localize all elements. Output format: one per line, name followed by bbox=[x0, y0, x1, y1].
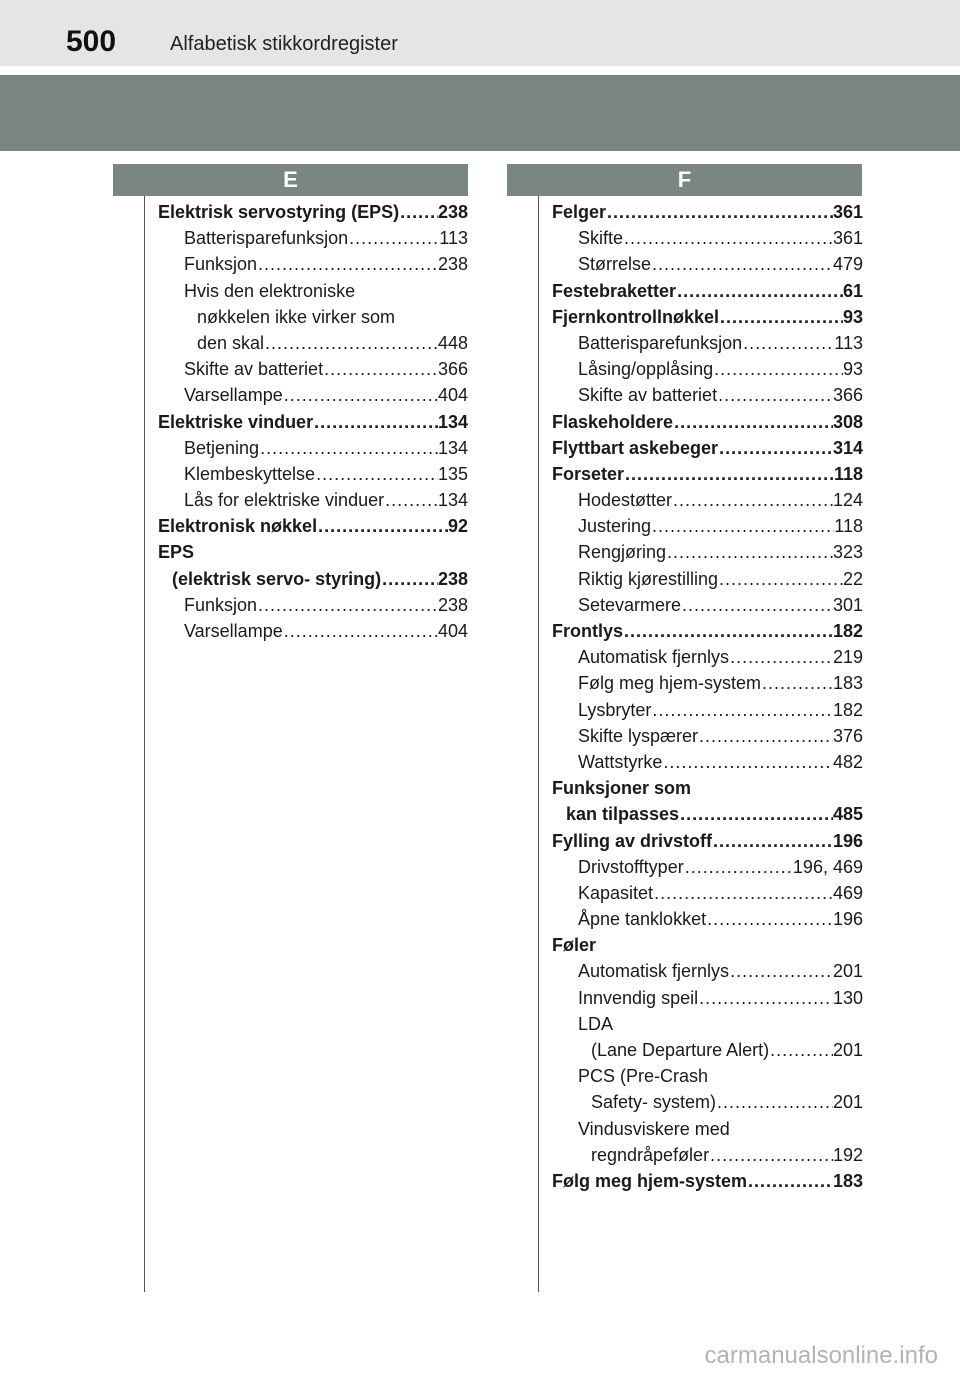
index-term: Elektriske vinduer bbox=[158, 411, 314, 432]
page-reference: 196, 469 bbox=[792, 856, 863, 877]
index-entry bbox=[552, 409, 863, 435]
page-reference: 113 bbox=[439, 228, 468, 249]
index-term: Drivstofftyper bbox=[578, 856, 684, 877]
index-term: Batterisparefunksjon bbox=[184, 228, 349, 249]
index-term: Kapasitet bbox=[578, 882, 654, 903]
page-reference: 134 bbox=[437, 437, 468, 458]
dot-leader bbox=[673, 409, 833, 435]
index-term: LDA bbox=[578, 1013, 614, 1034]
page-title: Alfabetisk stikkordregister bbox=[170, 33, 398, 55]
index-term: Funksjon bbox=[184, 254, 258, 275]
index-term: PCS (Pre-Crash bbox=[578, 1066, 709, 1087]
index-term: Vindusviskere med bbox=[578, 1118, 730, 1139]
page-reference: 376 bbox=[832, 725, 863, 746]
index-term: Følg meg hjem-system bbox=[578, 673, 762, 694]
dot-leader bbox=[713, 356, 843, 382]
dot-leader bbox=[681, 592, 833, 618]
index-term: Funksjon bbox=[184, 594, 258, 615]
page-reference: 183 bbox=[832, 1170, 863, 1191]
page-reference: 113 bbox=[834, 332, 863, 353]
dot-leader bbox=[666, 539, 833, 565]
index-term: Fylling av drivstoff bbox=[552, 830, 713, 851]
dot-leader bbox=[719, 304, 843, 330]
page-reference: 238 bbox=[437, 594, 468, 615]
index-entry bbox=[552, 251, 863, 277]
watermark: carmanualsonline.info bbox=[704, 1342, 938, 1369]
index-entry bbox=[552, 985, 863, 1011]
index-term: Felger bbox=[552, 202, 607, 222]
index-term: Rengjøring bbox=[578, 542, 667, 563]
index-entry bbox=[552, 278, 863, 304]
index-entry bbox=[552, 199, 863, 225]
index-entry bbox=[158, 251, 468, 277]
dot-leader bbox=[729, 644, 833, 670]
index-entry bbox=[552, 1037, 863, 1063]
index-term: Betjening bbox=[184, 437, 260, 458]
index-term: Elektrisk servostyring (EPS) bbox=[158, 202, 400, 222]
page-reference: 469 bbox=[832, 882, 863, 903]
page-reference: 182 bbox=[832, 699, 863, 720]
dot-leader bbox=[317, 513, 448, 539]
page-reference: 192 bbox=[832, 1144, 863, 1165]
page-reference: 404 bbox=[437, 385, 468, 406]
index-entry bbox=[552, 1168, 863, 1194]
index-entry bbox=[552, 670, 863, 696]
dot-leader bbox=[729, 958, 833, 984]
index-entry bbox=[552, 539, 863, 565]
dot-leader bbox=[606, 199, 833, 225]
index-entry bbox=[552, 487, 863, 513]
dot-leader bbox=[259, 435, 438, 461]
index-entry bbox=[158, 409, 468, 435]
index-term: Hvis den elektroniske bbox=[184, 280, 356, 301]
dot-leader bbox=[257, 251, 438, 277]
index-entry bbox=[158, 513, 468, 539]
dot-leader bbox=[283, 382, 438, 408]
index-entry bbox=[158, 487, 468, 513]
index-entry bbox=[552, 1011, 863, 1037]
index-entry bbox=[552, 723, 863, 749]
index-term: Hodestøtter bbox=[578, 490, 673, 511]
index-entry bbox=[158, 356, 468, 382]
index-entry bbox=[158, 461, 468, 487]
page-reference: 366 bbox=[437, 359, 468, 380]
page-reference: 182 bbox=[832, 621, 863, 641]
page-reference: 201 bbox=[832, 1040, 863, 1060]
index-term: Flaskeholdere bbox=[552, 411, 674, 432]
index-term: Forseter bbox=[552, 463, 625, 484]
page-reference: 323 bbox=[832, 542, 863, 563]
index-entry bbox=[552, 644, 863, 670]
index-entry bbox=[552, 330, 863, 356]
page-reference: 22 bbox=[842, 568, 863, 589]
index-entry bbox=[158, 592, 468, 618]
dot-leader bbox=[651, 251, 833, 277]
index-term: Automatisk fjernlys bbox=[578, 647, 730, 668]
dot-leader bbox=[717, 382, 833, 408]
index-term: Varsellampe bbox=[184, 621, 283, 641]
index-term: Funksjoner som bbox=[552, 778, 692, 799]
page-reference: 118 bbox=[834, 516, 863, 537]
index-entry bbox=[552, 958, 863, 984]
dot-leader bbox=[742, 330, 834, 356]
page-reference: 61 bbox=[842, 280, 863, 301]
index-term: Flyttbart askebeger bbox=[552, 437, 719, 458]
page-reference: 361 bbox=[832, 228, 863, 249]
page-reference: 124 bbox=[832, 490, 863, 511]
page-reference: 134 bbox=[437, 490, 468, 511]
page-reference: 238 bbox=[437, 568, 468, 589]
index-entry bbox=[158, 435, 468, 461]
index-term: Følg meg hjem-system bbox=[552, 1170, 748, 1191]
page-reference: 479 bbox=[832, 254, 863, 275]
dot-leader bbox=[283, 618, 438, 644]
page-reference: 134 bbox=[437, 411, 468, 432]
index-entry bbox=[552, 592, 863, 618]
index-term: Størrelse bbox=[578, 254, 652, 275]
dot-leader bbox=[672, 487, 833, 513]
index-term: Skifte av batteriet bbox=[184, 359, 324, 380]
index-term: Låsing/opplåsing bbox=[578, 359, 714, 380]
page-reference: 219 bbox=[832, 647, 863, 668]
page-reference: 485 bbox=[832, 804, 863, 825]
page-reference: 314 bbox=[832, 437, 863, 458]
index-term: Skifte lyspærer bbox=[578, 725, 699, 746]
index-entry bbox=[552, 566, 863, 592]
page-reference: 301 bbox=[832, 594, 863, 615]
index-entry bbox=[552, 1089, 863, 1115]
index-entry bbox=[552, 828, 863, 854]
dot-leader bbox=[698, 985, 833, 1011]
dot-leader bbox=[348, 225, 439, 251]
dot-leader bbox=[381, 566, 438, 592]
index-entry bbox=[158, 278, 468, 304]
index-term: Safety- system) bbox=[591, 1092, 717, 1113]
index-entry bbox=[158, 539, 468, 565]
page-reference: 201 bbox=[832, 961, 863, 982]
index-entry bbox=[552, 1116, 863, 1142]
dot-leader bbox=[651, 697, 833, 723]
index-term: Riktig kjørestilling bbox=[578, 568, 719, 589]
page-reference: 238 bbox=[437, 202, 468, 222]
dot-leader bbox=[264, 330, 438, 356]
index-term: Fjernkontrollnøkkel bbox=[552, 306, 720, 327]
dot-leader bbox=[623, 618, 833, 644]
dot-leader bbox=[718, 566, 843, 592]
index-term: Føler bbox=[552, 935, 597, 956]
index-term: Wattstyrke bbox=[578, 751, 663, 772]
index-entry bbox=[552, 225, 863, 251]
index-entry bbox=[552, 304, 863, 330]
index-entry bbox=[552, 880, 863, 906]
index-term: Lysbryter bbox=[578, 699, 652, 720]
index-entry bbox=[552, 435, 863, 461]
dot-leader bbox=[698, 723, 833, 749]
dot-leader bbox=[313, 409, 438, 435]
index-term: Automatisk fjernlys bbox=[578, 961, 730, 982]
dot-leader bbox=[315, 461, 438, 487]
page-reference: 238 bbox=[437, 254, 468, 275]
dot-leader bbox=[709, 1142, 833, 1168]
index-term: Elektronisk nøkkel bbox=[158, 516, 318, 537]
index-term: Frontlys bbox=[552, 621, 624, 641]
dot-leader bbox=[676, 278, 843, 304]
index-term: Innvendig speil bbox=[578, 987, 699, 1008]
dot-leader bbox=[662, 749, 833, 775]
index-entry bbox=[552, 356, 863, 382]
index-entry bbox=[552, 1142, 863, 1168]
index-entry bbox=[552, 1063, 863, 1089]
index-entry bbox=[158, 225, 468, 251]
page-reference: 308 bbox=[832, 411, 863, 432]
dot-leader bbox=[718, 435, 833, 461]
section-header-e: E bbox=[113, 164, 468, 196]
dot-leader bbox=[384, 487, 438, 513]
dot-leader bbox=[769, 1037, 833, 1063]
index-term: Batterisparefunksjon bbox=[578, 332, 743, 353]
page-reference: 93 bbox=[842, 359, 863, 380]
index-entry bbox=[552, 382, 863, 408]
index-entry bbox=[552, 906, 863, 932]
index-term: den skal bbox=[197, 332, 265, 353]
index-column-f bbox=[552, 199, 863, 1194]
index-entry bbox=[552, 749, 863, 775]
dot-leader bbox=[706, 906, 833, 932]
page-reference: 482 bbox=[832, 751, 863, 772]
page-reference: 196 bbox=[832, 909, 863, 930]
index-term: (elektrisk servo- styring) bbox=[172, 568, 382, 589]
index-term: EPS bbox=[158, 542, 195, 563]
dot-leader bbox=[257, 592, 438, 618]
index-term: Justering bbox=[578, 516, 652, 537]
page-reference: 361 bbox=[832, 202, 863, 222]
dot-leader bbox=[653, 880, 833, 906]
page-reference: 404 bbox=[437, 621, 468, 641]
dot-leader bbox=[761, 670, 833, 696]
index-entry bbox=[158, 199, 468, 225]
index-term: Lås for elektriske vinduer bbox=[184, 490, 385, 511]
header-banner bbox=[0, 75, 960, 151]
index-entry bbox=[158, 618, 468, 644]
index-entry bbox=[158, 382, 468, 408]
index-entry bbox=[158, 566, 468, 592]
dot-leader bbox=[399, 199, 438, 225]
page-reference: 118 bbox=[833, 463, 863, 484]
column-divider-right bbox=[538, 196, 539, 1292]
index-term: kan tilpasses bbox=[566, 804, 680, 825]
index-entry bbox=[552, 801, 863, 827]
index-term: (Lane Departure Alert) bbox=[591, 1040, 770, 1060]
page-number: 500 bbox=[66, 25, 117, 58]
index-column-e bbox=[158, 199, 468, 644]
page-reference: 92 bbox=[447, 516, 468, 537]
index-entry bbox=[552, 854, 863, 880]
section-header-f: F bbox=[507, 164, 862, 196]
page-reference: 130 bbox=[832, 987, 863, 1008]
index-term: Åpne tanklokket bbox=[578, 909, 707, 930]
index-term: Varsellampe bbox=[184, 385, 283, 406]
page-reference: 135 bbox=[437, 463, 468, 484]
index-entry bbox=[552, 697, 863, 723]
index-term: Klembeskyttelse bbox=[184, 463, 316, 484]
page-reference: 366 bbox=[832, 385, 863, 406]
index-entry bbox=[158, 304, 468, 330]
index-term: Skifte bbox=[578, 228, 624, 249]
index-term: nøkkelen ikke virker som bbox=[197, 306, 396, 327]
dot-leader bbox=[684, 854, 793, 880]
index-entry bbox=[552, 932, 863, 958]
index-entry bbox=[552, 618, 863, 644]
page-reference: 448 bbox=[437, 332, 468, 353]
dot-leader bbox=[323, 356, 438, 382]
dot-leader bbox=[679, 801, 833, 827]
page-reference: 196 bbox=[832, 830, 863, 851]
dot-leader bbox=[716, 1089, 833, 1115]
index-term: regndråpeføler bbox=[591, 1144, 710, 1165]
dot-leader bbox=[747, 1168, 833, 1194]
index-term: Festebraketter bbox=[552, 280, 677, 301]
page-reference: 183 bbox=[832, 673, 863, 694]
page-reference: 93 bbox=[842, 306, 863, 327]
index-entry bbox=[552, 775, 863, 801]
header-bar bbox=[0, 0, 960, 66]
page-reference: 201 bbox=[832, 1092, 863, 1113]
index-term: Skifte av batteriet bbox=[578, 385, 718, 406]
dot-leader bbox=[624, 461, 834, 487]
index-term: Setevarmere bbox=[578, 594, 682, 615]
index-entry bbox=[158, 330, 468, 356]
column-divider-left bbox=[144, 196, 145, 1292]
index-entry bbox=[552, 461, 863, 487]
dot-leader bbox=[712, 828, 833, 854]
dot-leader bbox=[651, 513, 834, 539]
dot-leader bbox=[623, 225, 833, 251]
index-entry bbox=[552, 513, 863, 539]
